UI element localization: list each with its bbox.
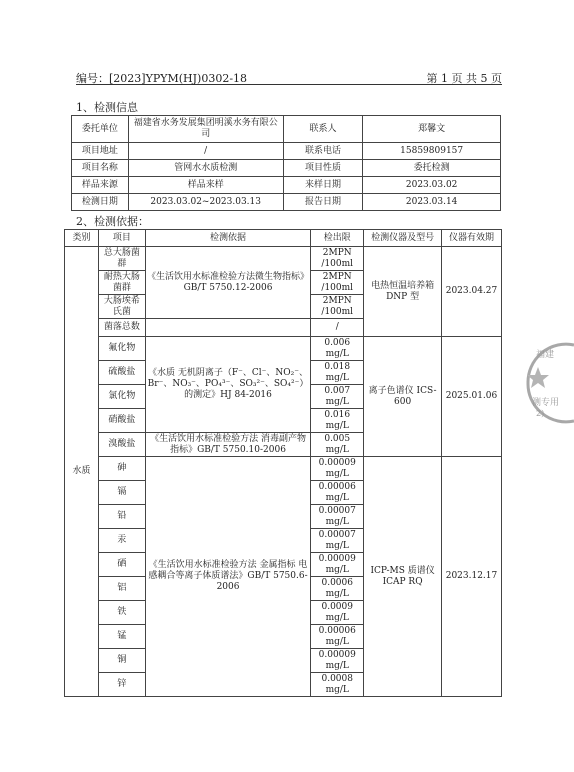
value-cell: 2023.03.02 [363,177,501,194]
item-cell: 汞 [98,529,145,553]
item-cell: 砷 [98,457,145,481]
limit-cell: 0.006 mg/L [311,337,364,361]
item-cell: 铅 [98,505,145,529]
limit-cell: 0.00006 mg/L [311,481,364,505]
validity-cell: 2023.04.27 [441,247,501,337]
limit-cell: 0.005 mg/L [311,433,364,457]
instrument-cell: ICP-MS 质谱仪 ICAP RQ [364,457,442,697]
seal-stamp-fragment [514,343,574,423]
item-cell: 镉 [98,481,145,505]
limit-cell: 0.0006 mg/L [311,577,364,601]
col-header-item: 项目 [98,230,145,247]
col-header-instrument: 检测仪器及型号 [364,230,442,247]
info-table [71,115,501,211]
value-cell: 委托检测 [363,160,501,177]
item-cell: 铁 [98,601,145,625]
section-title-basis: 2、检测依据： [76,215,149,228]
item-cell: 菌落总数 [98,319,145,337]
report-header [76,70,502,85]
col-header-limit: 检出限 [311,230,364,247]
item-cell: 溴酸盐 [98,433,145,457]
item-cell: 铜 [98,649,145,673]
table-row [65,247,502,271]
label-cell: 联系人 [283,116,363,143]
value-cell: 管网水水质检测 [128,160,283,177]
basis-cell: 《生活饮用水标准检验方法 金属指标 电感耦合等离子体质谱法》GB/T 5750.6-2006 [145,457,311,697]
basis-cell: 《生活饮用水标准检验方法 消毒副产物指标》GB/T 5750.10-2006 [145,433,311,457]
item-cell: 锌 [98,673,145,697]
limit-cell: 0.0008 mg/L [311,673,364,697]
item-cell: 氟化物 [98,337,145,361]
limit-cell: 0.00007 mg/L [311,505,364,529]
table-row [72,116,501,143]
basis-cell-empty [145,319,311,337]
item-cell: 锰 [98,625,145,649]
label-cell: 项目性质 [283,160,363,177]
table-row [72,143,501,160]
value-cell: 福建省水务发展集团明溪水务有限公司 [128,116,283,143]
limit-cell: / [311,319,364,337]
limit-cell: 2MPN /100ml [311,295,364,319]
item-cell: 耐热大肠菌群 [98,271,145,295]
validity-cell: 2025.01.06 [441,337,501,457]
limit-cell: 0.007 mg/L [311,385,364,409]
item-cell: 硫酸盐 [98,361,145,385]
label-cell: 项目名称 [72,160,129,177]
limit-cell: 0.0009 mg/L [311,601,364,625]
label-cell: 来样日期 [283,177,363,194]
label-cell: 委托单位 [72,116,129,143]
limit-cell: 0.00009 mg/L [311,457,364,481]
table-row [65,457,502,481]
instrument-cell: 电热恒温培养箱 DNP 型 [364,247,442,337]
limit-cell: 0.00009 mg/L [311,649,364,673]
seal-text-top: 福建 [536,350,555,360]
category-cell: 水质 [65,247,99,697]
value-cell: 2023.03.02~2023.03.13 [128,194,283,211]
item-cell: 硝酸盐 [98,409,145,433]
instrument-cell: 离子色谱仪 ICS-600 [364,337,442,457]
value-cell: 2023.03.14 [363,194,501,211]
table-row [72,194,501,211]
limit-cell: 0.018 mg/L [311,361,364,385]
label-cell: 项目地址 [72,143,129,160]
value-cell: 郑馨文 [363,116,501,143]
col-header-basis: 检测依据 [145,230,311,247]
value-cell: 样品来样 [128,177,283,194]
section-title-info: 1、检测信息 [76,101,138,114]
seal-text-mid: 测专用 [532,398,560,408]
label-cell: 报告日期 [283,194,363,211]
validity-cell: 2023.12.17 [441,457,501,697]
item-cell: 氯化物 [98,385,145,409]
basis-cell: 《水质 无机阴离子（F⁻、Cl⁻、NO₂⁻、Br⁻、NO₃⁻、PO₄³⁻、SO₃²⁻、SO₄²⁻）的测定》HJ 84-2016 [145,337,311,433]
seal-text-bottom: 2) [536,409,545,418]
label-cell: 样品来源 [72,177,129,194]
limit-cell: 0.016 mg/L [311,409,364,433]
basis-table [64,229,502,697]
value-cell: 15859809157 [363,143,501,160]
limit-cell: 0.00006 mg/L [311,625,364,649]
table-row [72,177,501,194]
col-header-validity: 仪器有效期 [441,230,501,247]
label-cell: 检测日期 [72,194,129,211]
limit-cell: 2MPN /100ml [311,247,364,271]
item-cell: 铝 [98,577,145,601]
item-cell: 大肠埃希氏菌 [98,295,145,319]
limit-cell: 0.00009 mg/L [311,553,364,577]
label-cell: 联系电话 [283,143,363,160]
page-indicator: 第 1 页 共 5 页 [426,72,502,85]
table-row [72,160,501,177]
col-header-category: 类别 [65,230,99,247]
limit-cell: 0.00007 mg/L [311,529,364,553]
item-cell: 总大肠菌群 [98,247,145,271]
document-number: 编号：[2023]YPYM(HJ)0302-18 [76,72,248,85]
limit-cell: 2MPN /100ml [311,271,364,295]
table-header-row [65,230,502,247]
table-row [65,337,502,361]
basis-cell: 《生活饮用水标准检验方法微生物指标》GB/T 5750.12-2006 [145,247,311,319]
item-cell: 硒 [98,553,145,577]
value-cell: / [128,143,283,160]
